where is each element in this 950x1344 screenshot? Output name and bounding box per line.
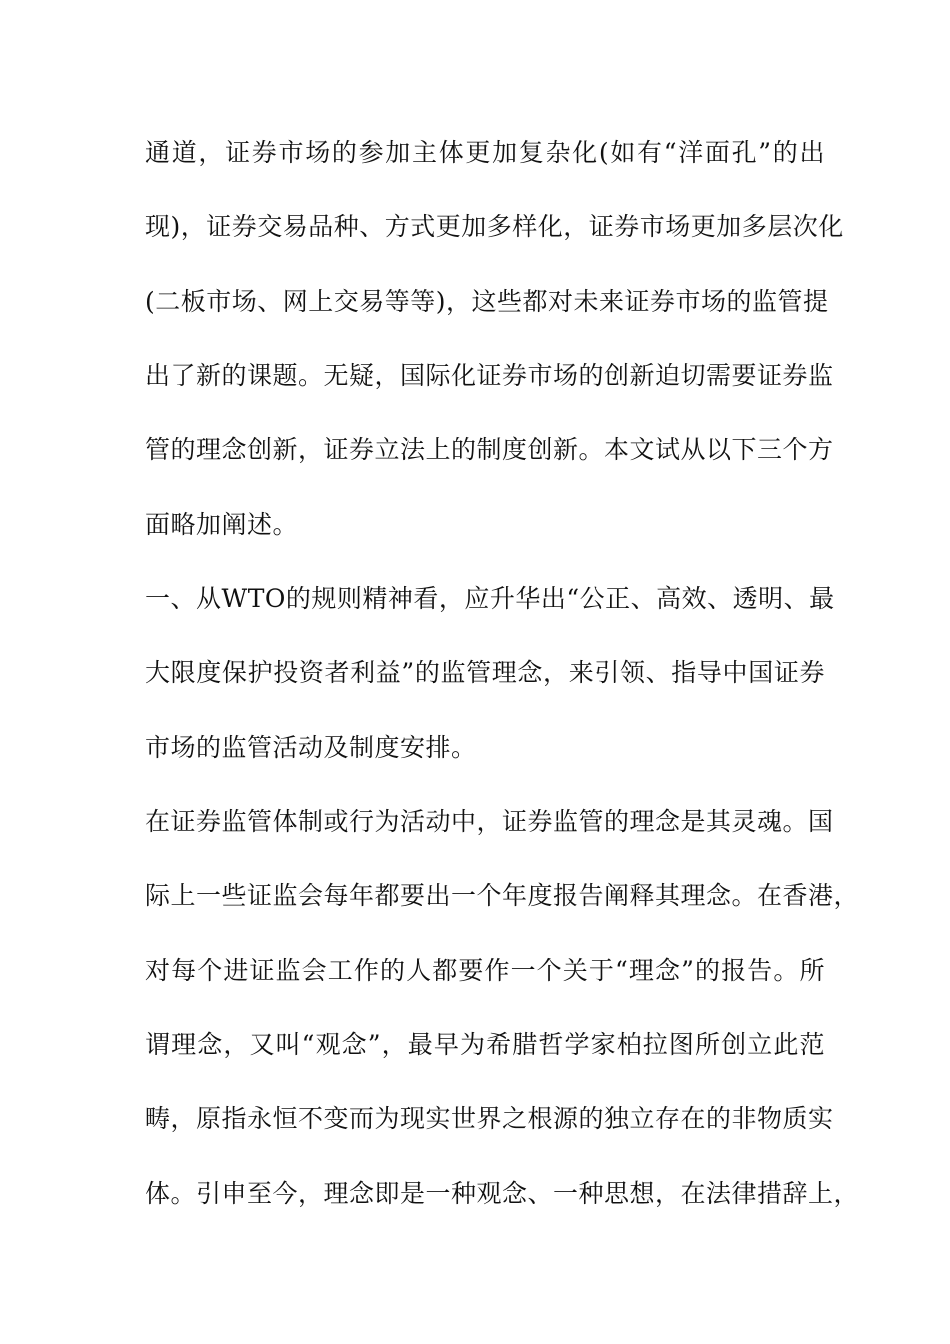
text-line: (二板市场、网上交易等等)，这些都对未来证券市场的监管提 (145, 287, 829, 316)
text-line: 通道，证券市场的参加主体更加复杂化(如有“洋面孔”的出 (145, 138, 825, 167)
text-line: 现)，证券交易品种、方式更加多样化，证券市场更加多层次化 (145, 212, 844, 241)
section-heading-line: 市场的监管活动及制度安排。 (145, 733, 477, 762)
section-heading-line: 大限度保护投资者利益”的监管理念，来引领、指导中国证券 (145, 658, 825, 687)
section-heading-line: 一、从WTO的规则精神看，应升华出“公正、高效、透明、最 (145, 584, 835, 613)
text-line: 际上一些证监会每年都要出一个年度报告阐释其理念。在香港， (145, 881, 860, 910)
text-line: 体。引申至今，理念即是一种观念、一种思想，在法律措辞上， (145, 1179, 860, 1208)
text-line: 对每个进证监会工作的人都要作一个关于“理念”的报告。所 (145, 956, 825, 985)
text-line: 谓理念，又叫“观念”，最早为希腊哲学家柏拉图所创立此范 (145, 1030, 825, 1059)
text-line: 出了新的课题。无疑，国际化证券市场的创新迫切需要证券监 (145, 361, 834, 390)
text-line: 在证券监管体制或行为活动中，证券监管的理念是其灵魂。国 (145, 807, 834, 836)
text-line: 管的理念创新，证券立法上的制度创新。本文试从以下三个方 (145, 435, 834, 464)
text-line: 面略加阐述。 (145, 510, 299, 539)
text-line: 畴，原指永恒不变而为现实世界之根源的独立存在的非物质实 (145, 1104, 834, 1133)
